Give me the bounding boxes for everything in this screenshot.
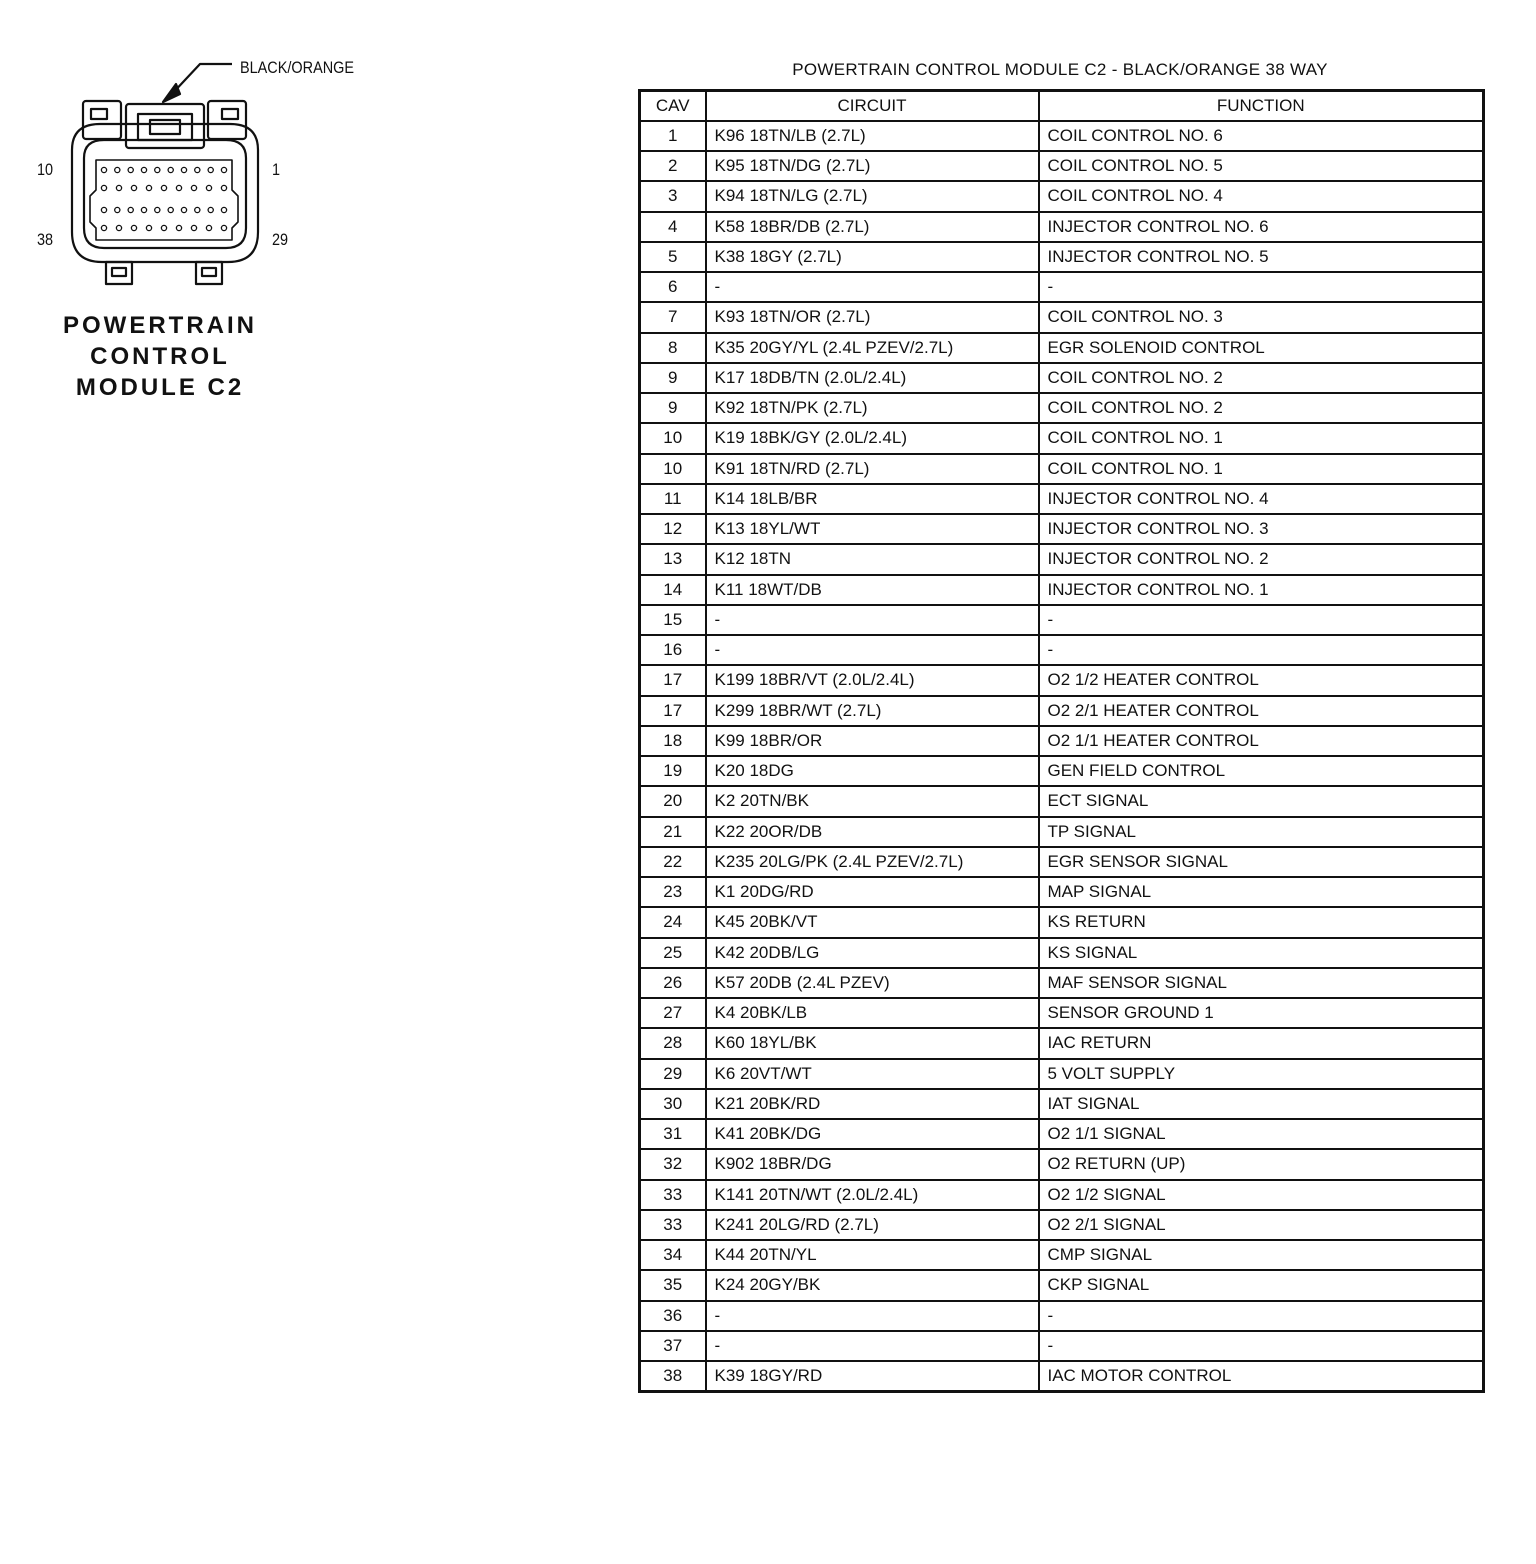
table-row bbox=[640, 484, 1484, 514]
cavity-pin bbox=[128, 207, 133, 212]
table-row bbox=[640, 1240, 1484, 1270]
cavity-pin bbox=[146, 185, 151, 190]
cav-cell: 36 bbox=[640, 1301, 706, 1331]
cav-cell: 17 bbox=[640, 665, 706, 695]
cav-cell: 35 bbox=[640, 1270, 706, 1300]
function-cell: KS SIGNAL bbox=[1039, 938, 1484, 968]
circuit-cell: - bbox=[706, 635, 1039, 665]
cav-cell: 34 bbox=[640, 1240, 706, 1270]
connector-body-inner bbox=[84, 140, 246, 248]
circuit-cell: K17 18DB/TN (2.0L/2.4L) bbox=[706, 363, 1039, 393]
function-cell: O2 1/1 SIGNAL bbox=[1039, 1119, 1484, 1149]
leader-arrowhead bbox=[163, 84, 180, 102]
cavity-pin bbox=[191, 225, 196, 230]
table-row bbox=[640, 575, 1484, 605]
cav-cell: 10 bbox=[640, 423, 706, 453]
cav-cell: 16 bbox=[640, 635, 706, 665]
cav-cell: 33 bbox=[640, 1180, 706, 1210]
circuit-cell: K12 18TN bbox=[706, 544, 1039, 574]
circuit-cell: K20 18DG bbox=[706, 756, 1039, 786]
circuit-cell: - bbox=[706, 272, 1039, 302]
circuit-cell: K11 18WT/DB bbox=[706, 575, 1039, 605]
function-cell: MAP SIGNAL bbox=[1039, 877, 1484, 907]
circuit-cell: K19 18BK/GY (2.0L/2.4L) bbox=[706, 423, 1039, 453]
cavity-pin bbox=[115, 207, 120, 212]
function-cell: O2 1/2 SIGNAL bbox=[1039, 1180, 1484, 1210]
cavity-pin bbox=[128, 167, 133, 172]
cavity-pin bbox=[208, 167, 213, 172]
circuit-cell: K60 18YL/BK bbox=[706, 1028, 1039, 1058]
table-row bbox=[640, 1210, 1484, 1240]
cavity-pin bbox=[115, 167, 120, 172]
connector-name-line-3: MODULE C2 bbox=[75, 374, 245, 401]
circuit-cell: K41 20BK/DG bbox=[706, 1119, 1039, 1149]
function-cell: ECT SIGNAL bbox=[1039, 786, 1484, 816]
circuit-cell: K13 18YL/WT bbox=[706, 514, 1039, 544]
function-cell: O2 1/1 HEATER CONTROL bbox=[1039, 726, 1484, 756]
circuit-cell: K21 20BK/RD bbox=[706, 1089, 1039, 1119]
function-cell: COIL CONTROL NO. 2 bbox=[1039, 393, 1484, 423]
function-cell: INJECTOR CONTROL NO. 2 bbox=[1039, 544, 1484, 574]
function-cell: CKP SIGNAL bbox=[1039, 1270, 1484, 1300]
table-row bbox=[640, 242, 1484, 272]
circuit-cell: K241 20LG/RD (2.7L) bbox=[706, 1210, 1039, 1240]
circuit-cell: K93 18TN/OR (2.7L) bbox=[706, 302, 1039, 332]
function-cell: INJECTOR CONTROL NO. 6 bbox=[1039, 212, 1484, 242]
cav-cell: 18 bbox=[640, 726, 706, 756]
circuit-cell: K45 20BK/VT bbox=[706, 907, 1039, 937]
pin-label-bottom-left: 38 bbox=[37, 230, 54, 249]
cav-cell: 9 bbox=[640, 393, 706, 423]
cavity-pin bbox=[141, 207, 146, 212]
cav-cell: 4 bbox=[640, 212, 706, 242]
cav-cell: 38 bbox=[640, 1361, 706, 1391]
circuit-cell: K96 18TN/LB (2.7L) bbox=[706, 121, 1039, 151]
function-cell: INJECTOR CONTROL NO. 1 bbox=[1039, 575, 1484, 605]
circuit-cell: K199 18BR/VT (2.0L/2.4L) bbox=[706, 665, 1039, 695]
cavity-pin bbox=[101, 185, 106, 190]
table-row bbox=[640, 998, 1484, 1028]
circuit-cell: K902 18BR/DG bbox=[706, 1149, 1039, 1179]
circuit-cell: K2 20TN/BK bbox=[706, 786, 1039, 816]
function-cell: SENSOR GROUND 1 bbox=[1039, 998, 1484, 1028]
cavity-pin bbox=[181, 167, 186, 172]
cav-cell: 8 bbox=[640, 333, 706, 363]
cavity-pin bbox=[131, 225, 136, 230]
function-cell: COIL CONTROL NO. 2 bbox=[1039, 363, 1484, 393]
connector-illustration bbox=[0, 0, 420, 300]
function-cell: - bbox=[1039, 635, 1484, 665]
circuit-cell: K95 18TN/DG (2.7L) bbox=[706, 151, 1039, 181]
table-row bbox=[640, 151, 1484, 181]
table-row bbox=[640, 454, 1484, 484]
cav-cell: 33 bbox=[640, 1210, 706, 1240]
circuit-cell: K14 18LB/BR bbox=[706, 484, 1039, 514]
circuit-cell: K6 20VT/WT bbox=[706, 1059, 1039, 1089]
circuit-cell: K24 20GY/BK bbox=[706, 1270, 1039, 1300]
cavity-pin bbox=[141, 167, 146, 172]
cavity-pin bbox=[195, 167, 200, 172]
cavity-pin bbox=[101, 167, 106, 172]
table-row bbox=[640, 1028, 1484, 1058]
table-row bbox=[640, 1331, 1484, 1361]
connector-name-line-2: CONTROL bbox=[90, 343, 230, 370]
cav-cell: 19 bbox=[640, 756, 706, 786]
top-lock-button bbox=[150, 120, 180, 134]
table-row bbox=[640, 1361, 1484, 1391]
circuit-cell: K38 18GY (2.7L) bbox=[706, 242, 1039, 272]
cavity-pin bbox=[191, 185, 196, 190]
cavity-pin bbox=[221, 185, 226, 190]
cav-cell: 3 bbox=[640, 181, 706, 211]
table-row bbox=[640, 847, 1484, 877]
table-row bbox=[640, 968, 1484, 998]
cav-cell: 31 bbox=[640, 1119, 706, 1149]
table-row bbox=[640, 907, 1484, 937]
right-latch-slot bbox=[222, 109, 238, 119]
cav-cell: 6 bbox=[640, 272, 706, 302]
cav-cell: 30 bbox=[640, 1089, 706, 1119]
table-row bbox=[640, 121, 1484, 151]
circuit-cell: K94 18TN/LG (2.7L) bbox=[706, 181, 1039, 211]
cavity-pin bbox=[176, 225, 181, 230]
header-function: FUNCTION bbox=[1039, 91, 1484, 121]
cavity-pin bbox=[221, 225, 226, 230]
function-cell: O2 2/1 HEATER CONTROL bbox=[1039, 696, 1484, 726]
circuit-cell: K39 18GY/RD bbox=[706, 1361, 1039, 1391]
cavity-pin bbox=[181, 207, 186, 212]
function-cell: - bbox=[1039, 272, 1484, 302]
cavity-pin bbox=[155, 207, 160, 212]
connector-body-outer bbox=[72, 124, 258, 262]
circuit-cell: K4 20BK/LB bbox=[706, 998, 1039, 1028]
cav-cell: 20 bbox=[640, 786, 706, 816]
bottom-left-tab bbox=[106, 262, 132, 284]
function-cell: TP SIGNAL bbox=[1039, 817, 1484, 847]
table-row bbox=[640, 1149, 1484, 1179]
cav-cell: 17 bbox=[640, 696, 706, 726]
table-row bbox=[640, 1089, 1484, 1119]
circuit-cell: K58 18BR/DB (2.7L) bbox=[706, 212, 1039, 242]
function-cell: INJECTOR CONTROL NO. 3 bbox=[1039, 514, 1484, 544]
function-cell: O2 2/1 SIGNAL bbox=[1039, 1210, 1484, 1240]
table-row bbox=[640, 786, 1484, 816]
cav-cell: 26 bbox=[640, 968, 706, 998]
cav-cell: 10 bbox=[640, 454, 706, 484]
cavity-pin bbox=[168, 167, 173, 172]
circuit-cell: K141 20TN/WT (2.0L/2.4L) bbox=[706, 1180, 1039, 1210]
function-cell: O2 1/2 HEATER CONTROL bbox=[1039, 665, 1484, 695]
connector-name-line-1: POWERTRAIN bbox=[63, 312, 257, 339]
cavity-pin bbox=[161, 225, 166, 230]
cav-cell: 27 bbox=[640, 998, 706, 1028]
cavity-pin bbox=[161, 185, 166, 190]
cavity-pin bbox=[206, 225, 211, 230]
function-cell: O2 RETURN (UP) bbox=[1039, 1149, 1484, 1179]
circuit-cell: K42 20DB/LG bbox=[706, 938, 1039, 968]
cav-cell: 23 bbox=[640, 877, 706, 907]
function-cell: INJECTOR CONTROL NO. 5 bbox=[1039, 242, 1484, 272]
cavity-pin bbox=[116, 185, 121, 190]
cav-cell: 22 bbox=[640, 847, 706, 877]
cav-cell: 11 bbox=[640, 484, 706, 514]
function-cell: - bbox=[1039, 605, 1484, 635]
table-row bbox=[640, 756, 1484, 786]
cav-cell: 32 bbox=[640, 1149, 706, 1179]
circuit-cell: K99 18BR/OR bbox=[706, 726, 1039, 756]
function-cell: IAT SIGNAL bbox=[1039, 1089, 1484, 1119]
cavity-pins bbox=[101, 167, 226, 230]
table-row bbox=[640, 938, 1484, 968]
cavity-pin bbox=[221, 207, 226, 212]
circuit-cell: K22 20OR/DB bbox=[706, 817, 1039, 847]
circuit-cell: - bbox=[706, 1331, 1039, 1361]
bottom-left-tab-slot bbox=[112, 268, 126, 276]
bottom-right-tab-slot bbox=[202, 268, 216, 276]
table-row bbox=[640, 393, 1484, 423]
table-row bbox=[640, 181, 1484, 211]
cav-cell: 21 bbox=[640, 817, 706, 847]
cavity-pin bbox=[208, 207, 213, 212]
table-header-row bbox=[640, 91, 1484, 121]
cav-cell: 13 bbox=[640, 544, 706, 574]
cav-cell: 12 bbox=[640, 514, 706, 544]
pin-label-bottom-right: 29 bbox=[272, 230, 289, 249]
function-cell: EGR SOLENOID CONTROL bbox=[1039, 333, 1484, 363]
pin-label-top-right: 1 bbox=[272, 160, 281, 179]
cavity-pin bbox=[101, 207, 106, 212]
connector-color-label: BLACK/ORANGE bbox=[240, 58, 355, 77]
top-lock-inner bbox=[138, 114, 192, 140]
table-row bbox=[640, 1119, 1484, 1149]
table-row bbox=[640, 1301, 1484, 1331]
left-latch-slot bbox=[91, 109, 107, 119]
cavity-pin bbox=[221, 167, 226, 172]
circuit-cell: K44 20TN/YL bbox=[706, 1240, 1039, 1270]
connector-name bbox=[60, 310, 260, 403]
cavity-pin bbox=[195, 207, 200, 212]
function-cell: COIL CONTROL NO. 1 bbox=[1039, 454, 1484, 484]
cav-cell: 28 bbox=[640, 1028, 706, 1058]
function-cell: IAC MOTOR CONTROL bbox=[1039, 1361, 1484, 1391]
cavity-pin bbox=[116, 225, 121, 230]
table-row bbox=[640, 302, 1484, 332]
cav-cell: 24 bbox=[640, 907, 706, 937]
table-row bbox=[640, 544, 1484, 574]
circuit-cell: - bbox=[706, 605, 1039, 635]
function-cell: - bbox=[1039, 1331, 1484, 1361]
bottom-right-tab bbox=[196, 262, 222, 284]
function-cell: EGR SENSOR SIGNAL bbox=[1039, 847, 1484, 877]
circuit-cell: K57 20DB (2.4L PZEV) bbox=[706, 968, 1039, 998]
cav-cell: 9 bbox=[640, 363, 706, 393]
cavity-pin bbox=[146, 225, 151, 230]
function-cell: 5 VOLT SUPPLY bbox=[1039, 1059, 1484, 1089]
function-cell: IAC RETURN bbox=[1039, 1028, 1484, 1058]
table-body bbox=[640, 121, 1484, 1392]
table-row bbox=[640, 333, 1484, 363]
table-row bbox=[640, 423, 1484, 453]
table-row bbox=[640, 514, 1484, 544]
function-cell: INJECTOR CONTROL NO. 4 bbox=[1039, 484, 1484, 514]
cav-cell: 14 bbox=[640, 575, 706, 605]
cavity-pin bbox=[176, 185, 181, 190]
cav-cell: 29 bbox=[640, 1059, 706, 1089]
cav-cell: 7 bbox=[640, 302, 706, 332]
circuit-cell: K35 20GY/YL (2.4L PZEV/2.7L) bbox=[706, 333, 1039, 363]
table-row bbox=[640, 696, 1484, 726]
cavity-pin bbox=[101, 225, 106, 230]
table-row bbox=[640, 726, 1484, 756]
table-row bbox=[640, 1180, 1484, 1210]
function-cell: CMP SIGNAL bbox=[1039, 1240, 1484, 1270]
function-cell: COIL CONTROL NO. 4 bbox=[1039, 181, 1484, 211]
cavity-pin bbox=[206, 185, 211, 190]
circuit-cell: K299 18BR/WT (2.7L) bbox=[706, 696, 1039, 726]
function-cell: COIL CONTROL NO. 1 bbox=[1039, 423, 1484, 453]
function-cell: GEN FIELD CONTROL bbox=[1039, 756, 1484, 786]
cavity-pin bbox=[131, 185, 136, 190]
cav-cell: 5 bbox=[640, 242, 706, 272]
cav-cell: 1 bbox=[640, 121, 706, 151]
table-row bbox=[640, 605, 1484, 635]
table-row bbox=[640, 1270, 1484, 1300]
cavity-pin bbox=[168, 207, 173, 212]
header-circuit: CIRCUIT bbox=[706, 91, 1039, 121]
table-row bbox=[640, 363, 1484, 393]
table-row bbox=[640, 817, 1484, 847]
cavity-pin bbox=[155, 167, 160, 172]
function-cell: COIL CONTROL NO. 3 bbox=[1039, 302, 1484, 332]
table-row bbox=[640, 272, 1484, 302]
circuit-cell: - bbox=[706, 1301, 1039, 1331]
cavity-frame bbox=[90, 160, 238, 240]
function-cell: KS RETURN bbox=[1039, 907, 1484, 937]
function-cell: - bbox=[1039, 1301, 1484, 1331]
table-row bbox=[640, 665, 1484, 695]
pin-label-top-left: 10 bbox=[37, 160, 54, 179]
table-row bbox=[640, 635, 1484, 665]
circuit-cell: K235 20LG/PK (2.4L PZEV/2.7L) bbox=[706, 847, 1039, 877]
function-cell: MAF SENSOR SIGNAL bbox=[1039, 968, 1484, 998]
cav-cell: 25 bbox=[640, 938, 706, 968]
circuit-cell: K92 18TN/PK (2.7L) bbox=[706, 393, 1039, 423]
table-title: POWERTRAIN CONTROL MODULE C2 - BLACK/ORANGE 38 WAY bbox=[792, 60, 1328, 79]
header-cav: CAV bbox=[640, 91, 706, 121]
circuit-cell: K91 18TN/RD (2.7L) bbox=[706, 454, 1039, 484]
cav-cell: 2 bbox=[640, 151, 706, 181]
pinout-table bbox=[638, 89, 1485, 1393]
table-row bbox=[640, 877, 1484, 907]
table-row bbox=[640, 212, 1484, 242]
cav-cell: 37 bbox=[640, 1331, 706, 1361]
function-cell: COIL CONTROL NO. 6 bbox=[1039, 121, 1484, 151]
cav-cell: 15 bbox=[640, 605, 706, 635]
circuit-cell: K1 20DG/RD bbox=[706, 877, 1039, 907]
table-row bbox=[640, 1059, 1484, 1089]
connector-diagram bbox=[0, 0, 420, 300]
function-cell: COIL CONTROL NO. 5 bbox=[1039, 151, 1484, 181]
